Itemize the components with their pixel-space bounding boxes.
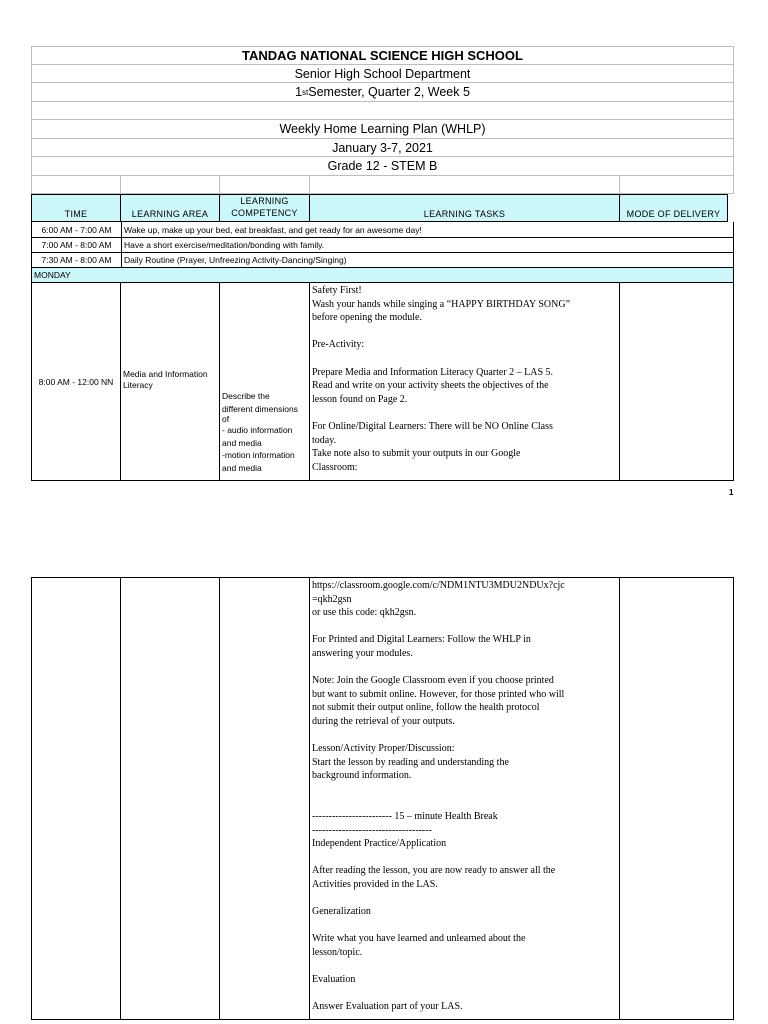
session-time: 8:00 AM - 12:00 NN (38, 376, 114, 387)
task-line: Lesson/Activity Proper/Discussion: (312, 743, 455, 755)
task-line: not submit their output online, follow the health protocol (312, 702, 540, 714)
task-line: For Printed and Digital Learners: Follow the WHLP in (312, 634, 531, 646)
task-line: Prepare Media and Information Literacy Quarter 2 – LAS 5. (312, 366, 554, 378)
day-label: MONDAY (31, 268, 734, 283)
task-line (312, 620, 617, 634)
task-line: Evaluation (312, 974, 356, 986)
continued-tasks-cell (309, 577, 620, 1020)
blank-row (31, 102, 734, 120)
competency-line: of (222, 414, 230, 425)
routine-row (31, 238, 734, 253)
task-line: Start the lesson by reading and understanding the (312, 756, 509, 768)
task-line: For Online/Digital Learners: There will be NO Online Class (312, 420, 553, 432)
competency-line: Describe the (222, 391, 270, 401)
task-line: ------------------------ 15 – minute Health Break (312, 811, 498, 823)
routine-activity: Have a short exercise/meditation/bonding with family. (124, 240, 325, 250)
column-header-mode: MODE OF DELIVERY (619, 194, 728, 222)
grid-line (309, 176, 310, 194)
routine-row (31, 222, 734, 238)
grid-line (120, 176, 121, 194)
task-line (312, 325, 617, 339)
task-line: today. (312, 434, 337, 446)
task-line: =qkh2gsn (312, 593, 352, 605)
competency-line: - audio information (222, 425, 293, 436)
learning-tasks-cell (309, 282, 620, 481)
task-line (312, 797, 617, 811)
task-line (312, 783, 617, 797)
task-line (312, 352, 617, 366)
session-time-cell (31, 282, 121, 481)
competency-header-line2: COMPETENCY (231, 208, 298, 218)
continued-time-cell (31, 577, 121, 1020)
column-header-tasks: LEARNING TASKS (309, 194, 620, 222)
task-line: Answer Evaluation part of your LAS. (312, 1001, 463, 1013)
learning-area-line: Media and Information (123, 369, 208, 379)
competency-header-line1: LEARNING (240, 196, 289, 206)
continued-area-cell (120, 577, 220, 1020)
task-line: Read and write on your activity sheets the objectives of the (312, 380, 549, 392)
plan-title: Weekly Home Learning Plan (WHLP) (31, 120, 734, 139)
task-line: Wash your hands while singing a “HAPPY BIRTHDAY SONG” (312, 298, 571, 310)
column-header-competency (219, 194, 310, 222)
department: Senior High School Department (31, 65, 734, 83)
competency-line: -motion information (222, 450, 295, 461)
task-line (312, 892, 617, 906)
task-line (312, 729, 617, 743)
task-line (312, 987, 617, 1001)
school-name: TANDAG NATIONAL SCIENCE HIGH SCHOOL (31, 46, 734, 65)
task-line: background information. (312, 770, 412, 782)
page-number: 1 (729, 488, 734, 497)
task-line: before opening the module. (312, 312, 422, 324)
task-line: Note: Join the Google Classroom even if you choose printed (312, 675, 554, 687)
semester-suffix: st (302, 87, 309, 97)
routine-time: 7:00 AM - 8:00 AM (32, 238, 122, 252)
task-line: Classroom: (312, 461, 358, 473)
competency-line: and media (222, 462, 262, 473)
task-line: answering your modules. (312, 647, 413, 659)
learning-area-line: Literacy (123, 380, 153, 390)
routine-time: 6:00 AM - 7:00 AM (32, 222, 122, 237)
continued-mode-cell (619, 577, 734, 1020)
task-line: Activities provided in the LAS. (312, 879, 438, 891)
routine-row (31, 253, 734, 268)
routine-time: 7:30 AM - 8:00 AM (32, 253, 122, 267)
task-line: ------------------------------------ (312, 824, 432, 836)
column-header-time: TIME (31, 194, 121, 222)
task-line: lesson/topic. (312, 947, 363, 959)
task-line (312, 851, 617, 865)
semester-line (31, 83, 734, 102)
semester-text: Semester, Quarter 2, Week 5 (308, 85, 470, 99)
task-line: After reading the lesson, you are now ready to answer all the (312, 865, 556, 877)
task-line (312, 406, 617, 420)
blank-row-2 (31, 176, 734, 194)
task-line: lesson found on Page 2. (312, 393, 408, 405)
mode-of-delivery-cell (619, 282, 734, 481)
competency-line: different dimensions (222, 403, 298, 414)
semester-number: 1 (295, 85, 303, 99)
grid-line (219, 176, 220, 194)
task-line: Pre-Activity: (312, 339, 365, 351)
task-line: but want to submit online. However, for those printed who will (312, 688, 565, 700)
task-line: Safety First! (312, 285, 362, 296)
task-line: Write what you have learned and unlearned about the (312, 933, 526, 945)
competency-cell (219, 282, 310, 481)
task-line: or use this code: qkh2gsn. (312, 607, 417, 619)
task-line: https://classroom.google.com/c/NDM1NTU3MDU2NDUx?cjc (312, 580, 565, 591)
plan-date: January 3-7, 2021 (31, 139, 734, 157)
column-header-learning-area: LEARNING AREA (120, 194, 220, 222)
routine-activity: Daily Routine (Prayer, Unfreezing Activity-Dancing/Singing) (124, 255, 347, 265)
grid-line (619, 176, 620, 194)
task-line (312, 661, 617, 675)
continued-competency-cell (219, 577, 310, 1020)
task-line: Take note also to submit your outputs in our Google (312, 448, 521, 460)
task-line: Independent Practice/Application (312, 838, 447, 850)
task-line: Generalization (312, 906, 371, 918)
task-line (312, 919, 617, 933)
learning-area-cell (120, 282, 220, 481)
routine-activity: Wake up, make up your bed, eat breakfast, and get ready for an awesome day! (124, 224, 422, 235)
competency-line: and media (222, 437, 262, 448)
task-line: during the retrieval of your outputs. (312, 715, 455, 727)
task-line (312, 960, 617, 974)
grade-section: Grade 12 - STEM B (31, 157, 734, 176)
